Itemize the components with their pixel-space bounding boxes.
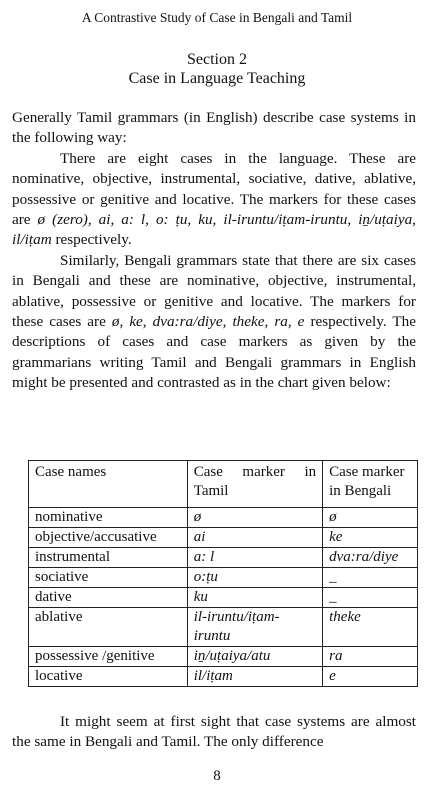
bengali-marker-cell: _ <box>323 588 418 608</box>
table-row <box>29 608 418 647</box>
tamil-marker-cell: a: l <box>187 548 322 568</box>
case-name-cell: possessive /genitive <box>29 647 188 667</box>
section-number: Section 2 <box>187 51 247 68</box>
section-title: Case in Language Teaching <box>128 70 306 87</box>
table-row <box>29 548 418 568</box>
case-name-cell: objective/accusative <box>29 528 188 548</box>
tamil-marker-line1: il-iruntu/iṭam- <box>193 609 280 625</box>
bengali-text-b: respectively. The descriptions of cases and case markers as given by the grammarians writing Tamil and Bengali grammars in English might be presented and contrasted as in the chart given below: <box>12 313 416 392</box>
header-tamil-line2: Tamil <box>193 483 229 499</box>
tamil-marker-list: ø (zero), ai, a: l, o: ṭu, ku, il-iruntu/iṭam-iruntu, iṉ/uṭaiya, il/iṭam <box>12 211 416 249</box>
header-bengali-line2: in Bengali <box>329 483 392 499</box>
tamil-marker-cell: ø <box>187 508 322 528</box>
table-row <box>29 667 418 687</box>
bengali-marker-cell: ø <box>323 508 418 528</box>
header-case-names: Case names <box>29 461 188 508</box>
page-number: 8 <box>213 768 221 784</box>
section-heading <box>0 50 434 88</box>
case-name-cell: sociative <box>29 568 188 588</box>
table-header-row <box>29 461 418 508</box>
tamil-marker-cell: ai <box>187 528 322 548</box>
header-bengali-line1: Case marker <box>329 464 405 480</box>
running-head: A Contrastive Study of Case in Bengali and Tamil <box>81 10 353 25</box>
tamil-marker-cell <box>187 608 322 647</box>
closing-text <box>12 712 416 753</box>
bengali-text-a: Similarly, Bengali grammars state that there are six cases in Bengali and these are nominative, objective, instrumental, ablative, possessive or genitive and locative. The markers for these cases are <box>12 251 416 331</box>
body-text <box>12 108 416 394</box>
header-tamil <box>187 461 322 508</box>
bengali-marker-cell: _ <box>323 568 418 588</box>
tamil-marker-cell: iṉ/uṭaiya/atu <box>187 647 322 667</box>
case-name-cell: locative <box>29 667 188 687</box>
table-row <box>29 647 418 667</box>
table-row <box>29 528 418 548</box>
header-tamil-line1: Case marker in <box>193 464 317 480</box>
tamil-text-a: There are eight cases in the language. These are nominative, objective, instrumental, sociative, dative, ablative, possessive or genitive and locative. The markers for these cases are <box>12 149 416 229</box>
tamil-marker-cell: ku <box>187 588 322 608</box>
bengali-marker-cell: theke <box>323 608 418 647</box>
case-name-cell: nominative <box>29 508 188 528</box>
bengali-marker-cell: ke <box>323 528 418 548</box>
table-row <box>29 588 418 608</box>
tamil-marker-cell: il/iṭam <box>187 667 322 687</box>
table-row <box>29 568 418 588</box>
bengali-marker-list: ø, ke, dva:ra/diye, theke, ra, e <box>111 313 305 331</box>
case-name-cell: instrumental <box>29 548 188 568</box>
case-name-cell: dative <box>29 588 188 608</box>
intro-paragraph: Generally Tamil grammars (in English) describe case systems in the following way: <box>12 109 416 147</box>
bengali-marker-cell: dva:ra/diye <box>323 548 418 568</box>
bengali-marker-cell: e <box>323 667 418 687</box>
case-marker-table <box>28 460 418 687</box>
tamil-text-b: respectively. <box>51 231 132 249</box>
tamil-cases-paragraph <box>12 149 416 251</box>
case-name-cell: ablative <box>29 608 188 647</box>
closing-paragraph: It might seem at first sight that case systems are almost the same in Bengali and Tamil. The only difference <box>12 713 416 751</box>
bengali-marker-cell: ra <box>323 647 418 667</box>
tamil-marker-cell: o:ṭu <box>187 568 322 588</box>
table-row <box>29 508 418 528</box>
tamil-marker-line2: iruntu <box>193 628 231 644</box>
header-bengali <box>323 461 418 508</box>
bengali-cases-paragraph <box>12 251 416 394</box>
